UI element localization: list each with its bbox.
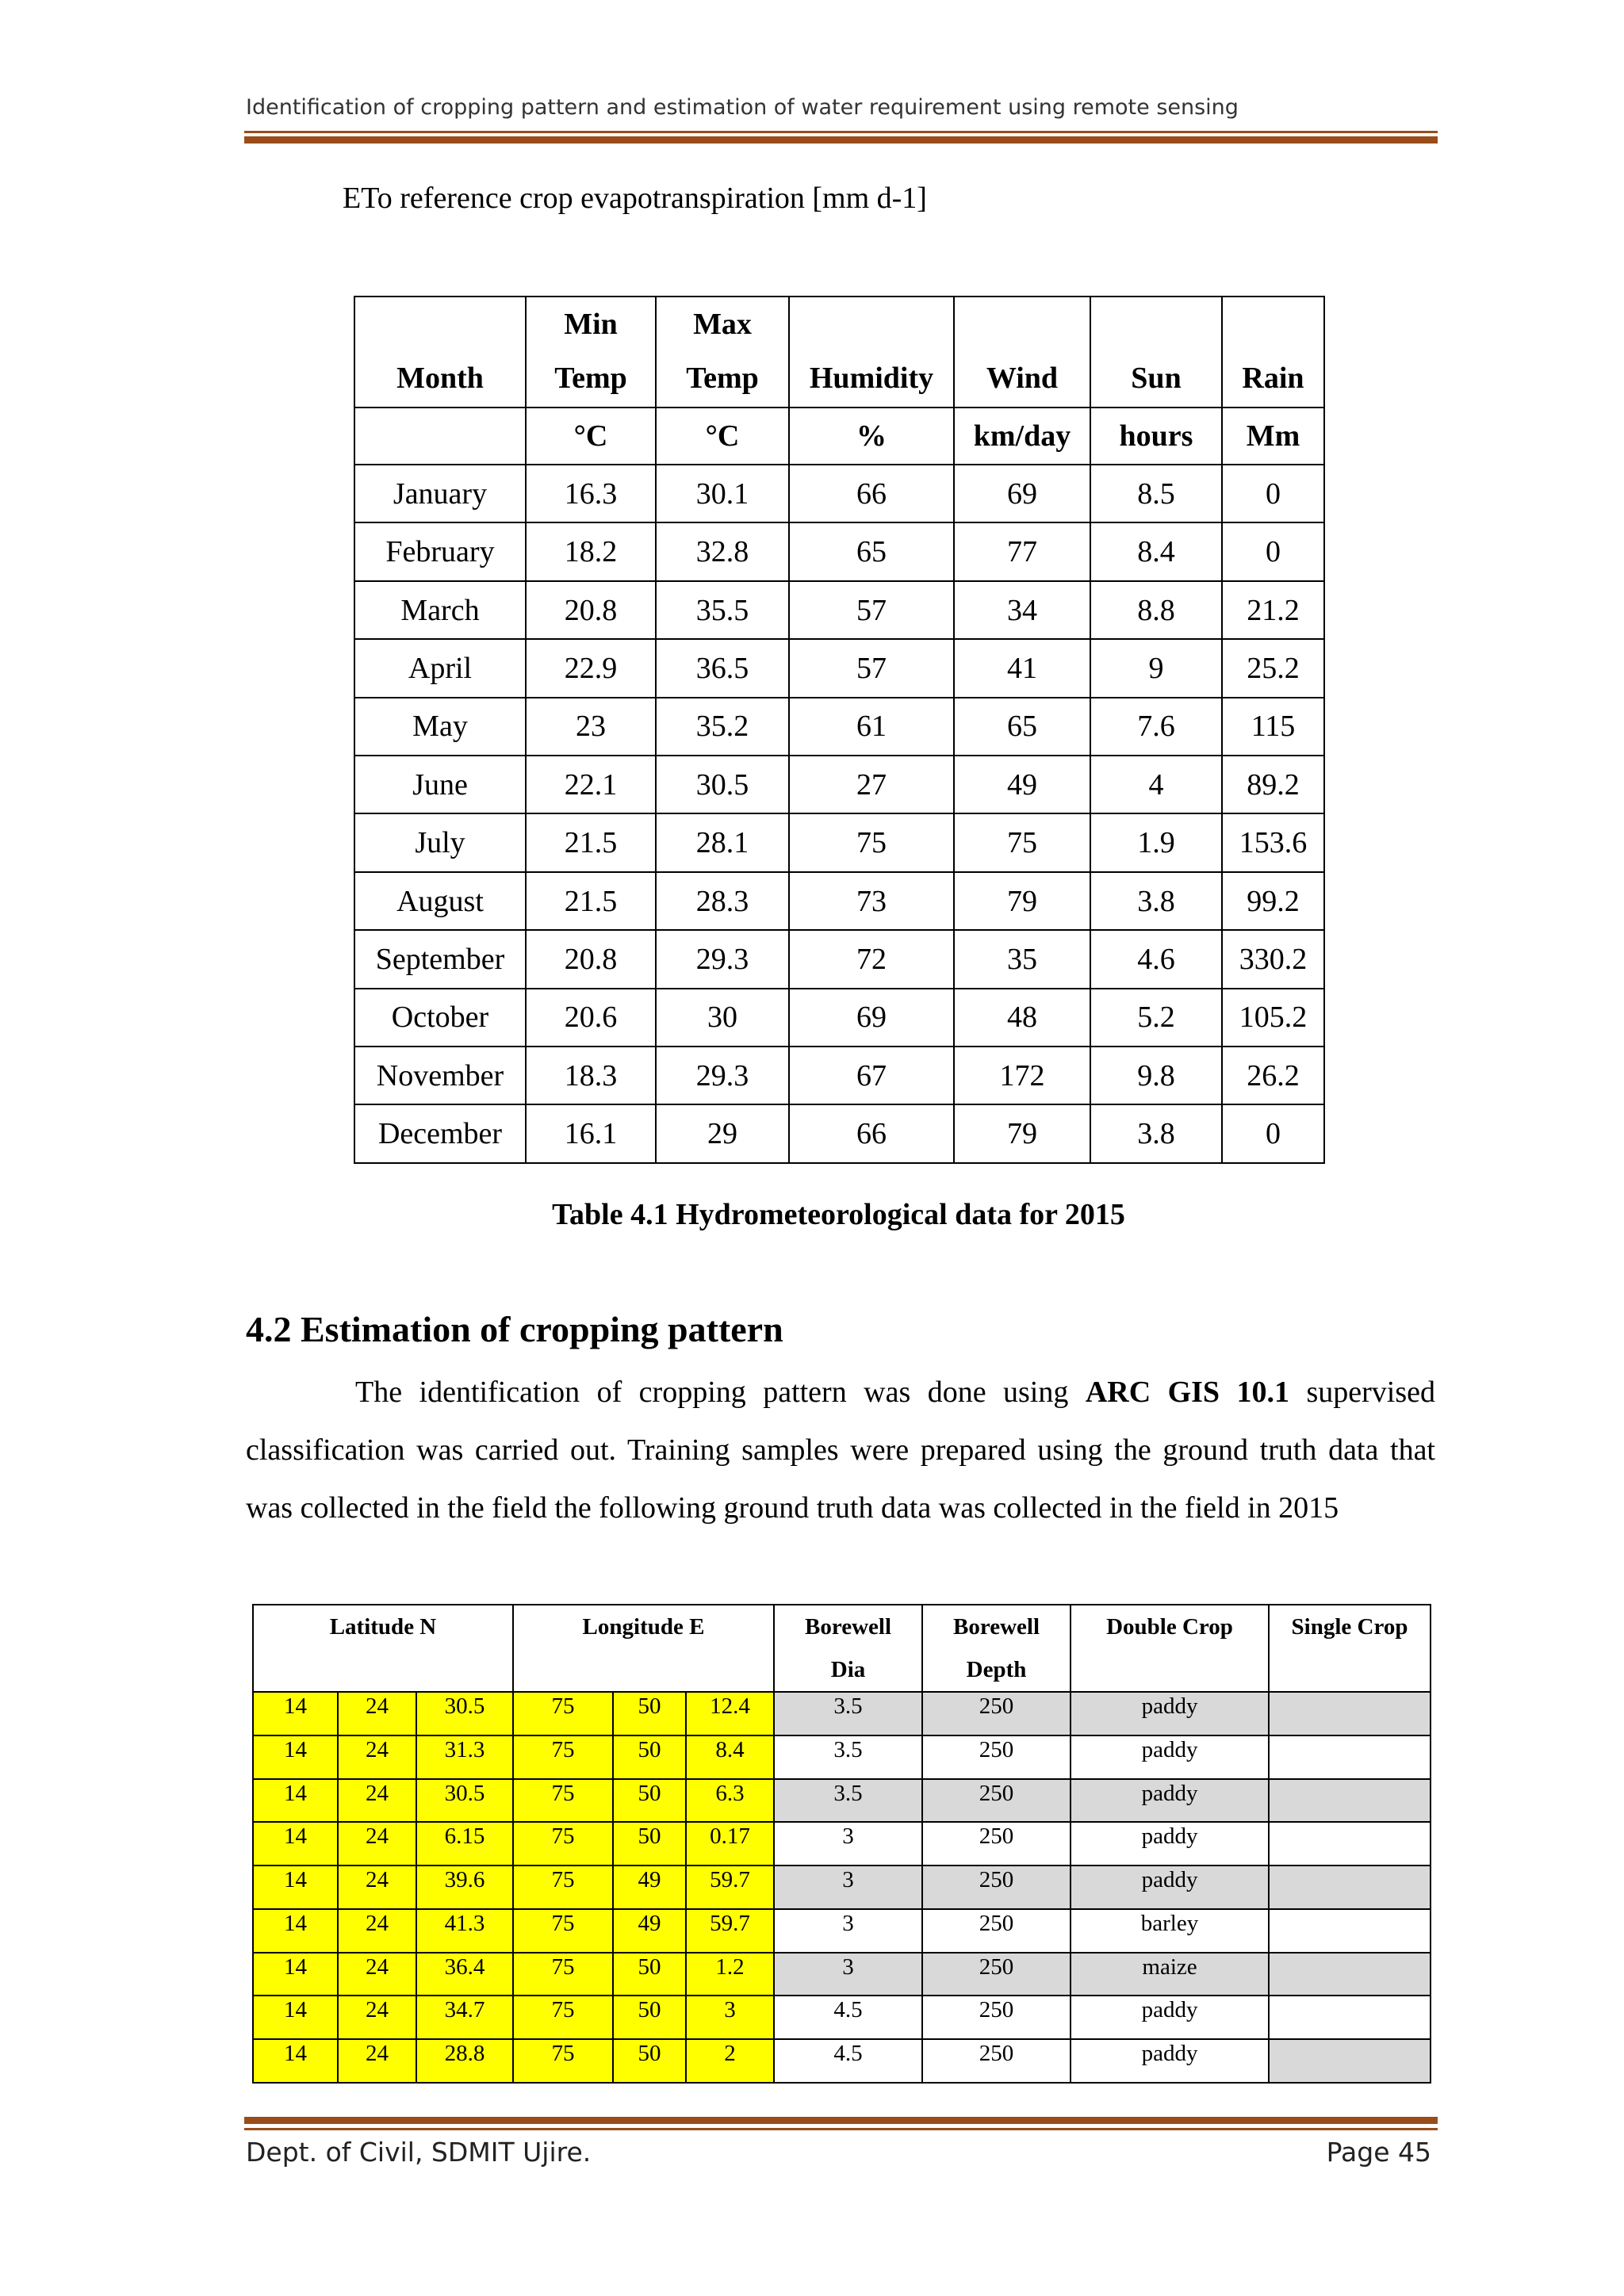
met-value-cell: 9.8 [1090,1047,1222,1104]
latitude-cell: 24 [338,1909,416,1953]
single-crop-cell [1269,1735,1431,1779]
latitude-cell: 41.3 [416,1909,513,1953]
met-value-cell: 75 [789,813,954,871]
met-value-cell: 35.2 [656,698,789,756]
met-table-row [354,989,1324,1047]
hydrometeorological-table [354,296,1325,1164]
footer-page-number: Page 45 [1326,2137,1431,2168]
double-crop-cell: paddy [1071,2039,1269,2083]
met-value-cell: 23 [526,698,656,756]
met-table-row [354,872,1324,930]
met-value-cell: 75 [954,813,1090,871]
single-crop-cell [1269,1822,1431,1866]
met-value-cell: 28.3 [656,872,789,930]
met-value-cell: 69 [954,465,1090,522]
latitude-cell: 14 [253,1822,338,1866]
gt-table-row [253,1735,1431,1779]
ground-truth-table [252,1604,1431,2084]
met-table-row [354,813,1324,871]
longitude-cell: 75 [513,1822,613,1866]
met-value-cell: 22.1 [526,756,656,813]
met-value-cell: 4 [1090,756,1222,813]
met-header-cell: Wind [954,297,1090,408]
met-value-cell: 66 [789,465,954,522]
latitude-cell: 28.8 [416,2039,513,2083]
met-value-cell: 36.5 [656,639,789,697]
met-value-cell: 73 [789,872,954,930]
met-value-cell: 330.2 [1222,930,1324,988]
double-crop-cell: barley [1071,1909,1269,1953]
latitude-cell: 24 [338,1953,416,1996]
met-value-cell: 69 [789,989,954,1047]
double-crop-cell: paddy [1071,1996,1269,2039]
longitude-cell: 6.3 [686,1779,774,1823]
footer-rule-thin [244,2128,1438,2130]
latitude-cell: 24 [338,1735,416,1779]
met-value-cell: 30.5 [656,756,789,813]
met-value-cell: 65 [954,698,1090,756]
month-cell: July [354,813,526,871]
met-value-cell: 79 [954,1104,1090,1163]
borewell-dia-cell: 3.5 [774,1735,922,1779]
met-value-cell: 8.4 [1090,522,1222,580]
met-value-cell: 16.3 [526,465,656,522]
single-crop-cell [1269,1866,1431,1909]
met-value-cell: 61 [789,698,954,756]
met-value-cell: 30.1 [656,465,789,522]
met-value-cell: 8.5 [1090,465,1222,522]
met-value-cell: 41 [954,639,1090,697]
month-cell: April [354,639,526,697]
latitude-cell: 14 [253,1692,338,1735]
latitude-cell: 14 [253,1779,338,1823]
longitude-cell: 75 [513,1779,613,1823]
met-value-cell: 7.6 [1090,698,1222,756]
met-value-cell: 65 [789,522,954,580]
met-value-cell: 34 [954,581,1090,639]
longitude-cell: 75 [513,1692,613,1735]
latitude-cell: 14 [253,1866,338,1909]
month-cell: November [354,1047,526,1104]
met-value-cell: 26.2 [1222,1047,1324,1104]
met-table-row [354,1104,1324,1163]
met-value-cell: 35.5 [656,581,789,639]
longitude-cell: 0.17 [686,1822,774,1866]
borewell-dia-cell: 3 [774,1822,922,1866]
gt-header-double-crop: Double Crop [1071,1605,1269,1692]
borewell-dia-cell: 3.5 [774,1692,922,1735]
single-crop-cell [1269,1996,1431,2039]
gt-table-row [253,1866,1431,1909]
met-header-cell: Rain [1222,297,1324,408]
met-table-body [354,465,1324,1163]
gt-table-row [253,1953,1431,1996]
paragraph-bold-text: ARC GIS 10.1 [1085,1376,1290,1409]
met-unit-cell: °C [526,408,656,465]
month-cell: August [354,872,526,930]
gt-table-row [253,2039,1431,2083]
met-unit-cell: hours [1090,408,1222,465]
met-value-cell: 0 [1222,522,1324,580]
borewell-dia-cell: 3.5 [774,1779,922,1823]
header-rule-thick [244,136,1438,144]
double-crop-cell: paddy [1071,1692,1269,1735]
longitude-cell: 75 [513,1866,613,1909]
met-value-cell: 105.2 [1222,989,1324,1047]
longitude-cell: 50 [613,1822,686,1866]
body-paragraph [246,1364,1435,1537]
met-value-cell: 20.6 [526,989,656,1047]
month-cell: June [354,756,526,813]
longitude-cell: 2 [686,2039,774,2083]
longitude-cell: 75 [513,1735,613,1779]
met-value-cell: 89.2 [1222,756,1324,813]
met-value-cell: 20.8 [526,930,656,988]
latitude-cell: 6.15 [416,1822,513,1866]
gt-table-body [253,1692,1431,2083]
longitude-cell: 75 [513,1996,613,2039]
gt-table-row [253,1692,1431,1735]
longitude-cell: 50 [613,1735,686,1779]
met-unit-cell: Mm [1222,408,1324,465]
borewell-depth-cell: 250 [922,1779,1071,1823]
met-value-cell: 99.2 [1222,872,1324,930]
single-crop-cell [1269,1779,1431,1823]
borewell-dia-cell: 4.5 [774,1996,922,2039]
met-value-cell: 30 [656,989,789,1047]
table-caption: Table 4.1 Hydrometeorological data for 2015 [552,1198,1125,1231]
latitude-cell: 14 [253,1996,338,2039]
latitude-cell: 31.3 [416,1735,513,1779]
latitude-cell: 24 [338,2039,416,2083]
gt-header-latitude: Latitude N [253,1605,513,1692]
met-value-cell: 3.8 [1090,1104,1222,1163]
met-value-cell: 57 [789,581,954,639]
longitude-cell: 75 [513,1953,613,1996]
met-value-cell: 67 [789,1047,954,1104]
met-value-cell: 0 [1222,1104,1324,1163]
met-unit-cell [354,408,526,465]
longitude-cell: 3 [686,1996,774,2039]
double-crop-cell: paddy [1071,1735,1269,1779]
met-table-row [354,465,1324,522]
month-cell: January [354,465,526,522]
single-crop-cell [1269,2039,1431,2083]
met-value-cell: 21.5 [526,872,656,930]
longitude-cell: 49 [613,1866,686,1909]
double-crop-cell: maize [1071,1953,1269,1996]
borewell-depth-cell: 250 [922,1866,1071,1909]
single-crop-cell [1269,1953,1431,1996]
met-value-cell: 4.6 [1090,930,1222,988]
met-value-cell: 18.3 [526,1047,656,1104]
met-value-cell: 5.2 [1090,989,1222,1047]
longitude-cell: 50 [613,1996,686,2039]
longitude-cell: 49 [613,1909,686,1953]
latitude-cell: 30.5 [416,1779,513,1823]
met-table-row [354,1047,1324,1104]
gt-table-row [253,1822,1431,1866]
met-header-cell: Humidity [789,297,954,408]
met-header-cell: Sun [1090,297,1222,408]
met-value-cell: 29.3 [656,930,789,988]
gt-table-row [253,1909,1431,1953]
met-table-row [354,522,1324,580]
running-header: Identification of cropping pattern and estimation of water requirement using remote sensing [246,95,1239,120]
latitude-cell: 36.4 [416,1953,513,1996]
met-unit-cell: km/day [954,408,1090,465]
borewell-depth-cell: 250 [922,1822,1071,1866]
met-value-cell: 153.6 [1222,813,1324,871]
longitude-cell: 12.4 [686,1692,774,1735]
single-crop-cell [1269,1692,1431,1735]
double-crop-cell: paddy [1071,1866,1269,1909]
single-crop-cell [1269,1909,1431,1953]
met-value-cell: 25.2 [1222,639,1324,697]
met-value-cell: 29 [656,1104,789,1163]
gt-header-borewell-depth: Borewell Depth [922,1605,1071,1692]
met-header-cell: Month [354,297,526,408]
longitude-cell: 59.7 [686,1866,774,1909]
borewell-dia-cell: 4.5 [774,2039,922,2083]
gt-header-single-crop: Single Crop [1269,1605,1431,1692]
met-value-cell: 77 [954,522,1090,580]
met-value-cell: 72 [789,930,954,988]
latitude-cell: 34.7 [416,1996,513,2039]
borewell-depth-cell: 250 [922,1692,1071,1735]
paragraph-text: supervised classification was carried out. Training samples were prepared using the ground truth data that was collected in the field the following ground truth data was collected in the field in 2015 [246,1376,1435,1525]
met-value-cell: 1.9 [1090,813,1222,871]
met-value-cell: 32.8 [656,522,789,580]
borewell-dia-cell: 3 [774,1909,922,1953]
latitude-cell: 14 [253,1953,338,1996]
eto-label: ETo reference crop evapotranspiration [mm d-1] [343,182,927,215]
met-value-cell: 49 [954,756,1090,813]
longitude-cell: 50 [613,1779,686,1823]
borewell-depth-cell: 250 [922,1953,1071,1996]
longitude-cell: 8.4 [686,1735,774,1779]
longitude-cell: 50 [613,2039,686,2083]
met-value-cell: 8.8 [1090,581,1222,639]
month-cell: May [354,698,526,756]
latitude-cell: 24 [338,1996,416,2039]
met-value-cell: 48 [954,989,1090,1047]
longitude-cell: 75 [513,1909,613,1953]
met-header-cell: Max Temp [656,297,789,408]
met-value-cell: 22.9 [526,639,656,697]
month-cell: December [354,1104,526,1163]
gt-table-row [253,1779,1431,1823]
met-value-cell: 172 [954,1047,1090,1104]
borewell-depth-cell: 250 [922,1735,1071,1779]
met-value-cell: 29.3 [656,1047,789,1104]
longitude-cell: 75 [513,2039,613,2083]
latitude-cell: 14 [253,1735,338,1779]
borewell-dia-cell: 3 [774,1866,922,1909]
latitude-cell: 24 [338,1822,416,1866]
met-unit-cell: °C [656,408,789,465]
header-rule-thin [244,131,1438,133]
met-value-cell: 35 [954,930,1090,988]
met-table-row [354,698,1324,756]
paragraph-text: The identification of cropping pattern was done using [355,1376,1086,1409]
gt-header-longitude: Longitude E [513,1605,774,1692]
met-value-cell: 79 [954,872,1090,930]
latitude-cell: 24 [338,1866,416,1909]
month-cell: March [354,581,526,639]
longitude-cell: 50 [613,1692,686,1735]
met-value-cell: 0 [1222,465,1324,522]
longitude-cell: 1.2 [686,1953,774,1996]
month-cell: October [354,989,526,1047]
latitude-cell: 24 [338,1692,416,1735]
borewell-dia-cell: 3 [774,1953,922,1996]
met-value-cell: 3.8 [1090,872,1222,930]
borewell-depth-cell: 250 [922,1909,1071,1953]
met-table-row [354,930,1324,988]
borewell-depth-cell: 250 [922,2039,1071,2083]
met-value-cell: 20.8 [526,581,656,639]
met-table-row [354,581,1324,639]
met-value-cell: 18.2 [526,522,656,580]
latitude-cell: 30.5 [416,1692,513,1735]
double-crop-cell: paddy [1071,1822,1269,1866]
met-value-cell: 9 [1090,639,1222,697]
section-heading: 4.2 Estimation of cropping pattern [246,1309,783,1349]
met-unit-cell: % [789,408,954,465]
met-table-row [354,756,1324,813]
met-units-row [354,408,1324,465]
month-cell: September [354,930,526,988]
met-value-cell: 28.1 [656,813,789,871]
latitude-cell: 14 [253,1909,338,1953]
borewell-depth-cell: 250 [922,1996,1071,2039]
met-value-cell: 27 [789,756,954,813]
met-value-cell: 21.2 [1222,581,1324,639]
double-crop-cell: paddy [1071,1779,1269,1823]
latitude-cell: 39.6 [416,1866,513,1909]
met-value-cell: 115 [1222,698,1324,756]
met-value-cell: 66 [789,1104,954,1163]
latitude-cell: 14 [253,2039,338,2083]
latitude-cell: 24 [338,1779,416,1823]
met-value-cell: 16.1 [526,1104,656,1163]
gt-header-borewell-dia: Borewell Dia [774,1605,922,1692]
met-value-cell: 21.5 [526,813,656,871]
met-value-cell: 57 [789,639,954,697]
met-table-row [354,639,1324,697]
met-header-row [354,297,1324,408]
month-cell: February [354,522,526,580]
met-header-cell: Min Temp [526,297,656,408]
footer-rule-thick [244,2117,1438,2124]
gt-header-row [253,1605,1431,1692]
footer-department: Dept. of Civil, SDMIT Ujire. [246,2137,592,2168]
longitude-cell: 50 [613,1953,686,1996]
longitude-cell: 59.7 [686,1909,774,1953]
gt-table-row [253,1996,1431,2039]
